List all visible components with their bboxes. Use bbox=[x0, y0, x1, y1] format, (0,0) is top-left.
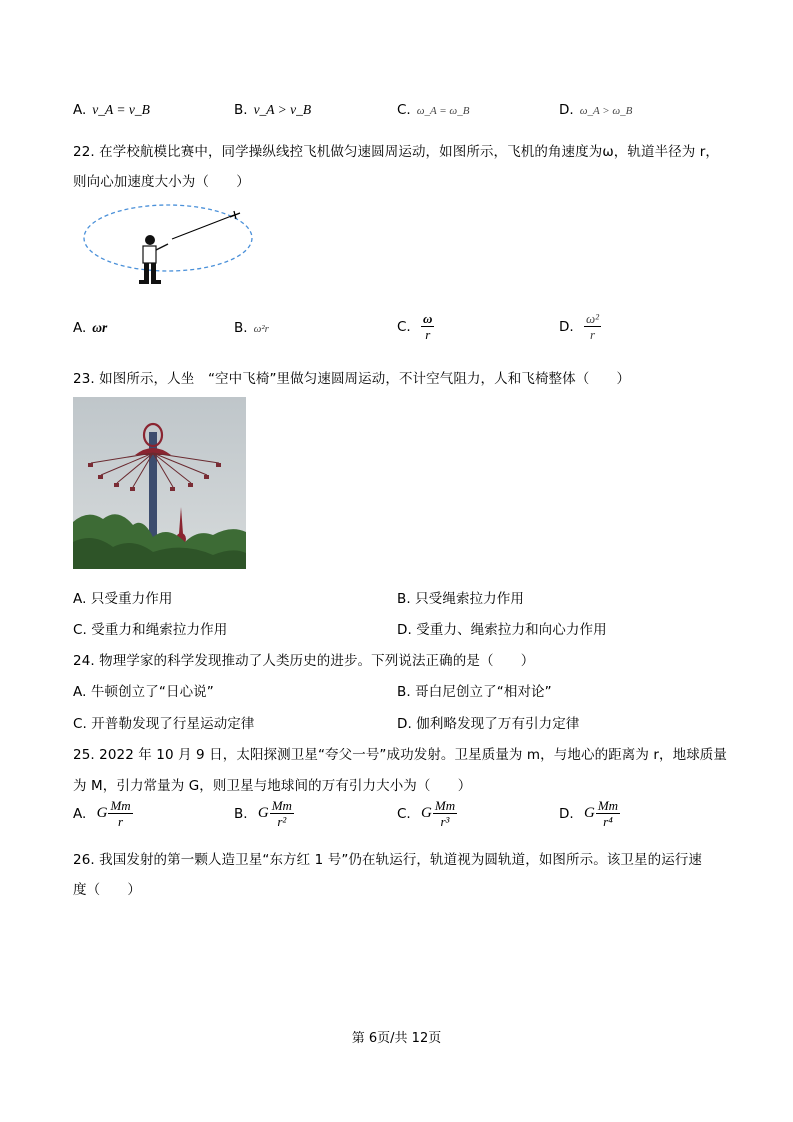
option-formula: v_A = v_B bbox=[92, 102, 150, 117]
orbit-ellipse bbox=[84, 205, 252, 271]
fraction-denominator: r bbox=[425, 327, 431, 342]
option-label: A. bbox=[73, 320, 87, 336]
option-label: D. bbox=[559, 805, 574, 822]
q22-stem-line2: 则向心加速度大小为（ ） bbox=[73, 174, 250, 190]
formula bbox=[97, 799, 133, 828]
fraction-numerator: Mm bbox=[597, 798, 619, 813]
plane-icon bbox=[230, 211, 240, 219]
q22-option-d bbox=[559, 312, 601, 341]
q24-option-b: B. 哥白尼创立了“相对论” bbox=[397, 684, 552, 700]
q26-stem-line1: 26. 我国发射的第一颗人造卫星“东方红 1 号”仍在轨运行，轨道视为圆轨道，如图所示。该卫星的运行速 bbox=[73, 852, 703, 868]
option-formula: ω_A = ω_B bbox=[416, 105, 470, 117]
q22-option-b bbox=[234, 320, 269, 336]
q22-stem-line1: 22. 在学校航模比赛中，同学操纵线控飞机做匀速圆周运动，如图所示，飞机的角速度为ω，轨道半径为 r， bbox=[73, 144, 720, 160]
q21-option-b bbox=[234, 102, 311, 118]
fraction-denominator: r³ bbox=[440, 814, 450, 829]
q22-option-c bbox=[397, 312, 434, 341]
q23-option-d: D. 受重力、绳索拉力和向心力作用 bbox=[397, 622, 607, 638]
q25-option-c bbox=[397, 799, 457, 828]
fraction-numerator: Mm bbox=[110, 798, 131, 813]
q26-stem-line2: 度（ ） bbox=[73, 882, 141, 898]
option-label: C. bbox=[397, 805, 411, 822]
fraction-denominator: r bbox=[118, 814, 124, 829]
fraction-denominator: r⁴ bbox=[603, 814, 613, 829]
q24-stem: 24. 物理学家的科学发现推动了人类历史的进步。下列说法正确的是（ ） bbox=[73, 653, 535, 669]
q24-option-c: C. 开普勒发现了行星运动定律 bbox=[73, 716, 255, 732]
formula bbox=[584, 799, 620, 828]
fraction bbox=[421, 312, 434, 341]
person-icon bbox=[139, 235, 168, 284]
option-label: B. bbox=[234, 320, 248, 336]
q21-option-c bbox=[397, 102, 469, 118]
option-formula: ω²r bbox=[253, 323, 269, 335]
option-label: A. bbox=[73, 102, 87, 118]
q24-option-a: A. 牛顿创立了“日心说” bbox=[73, 684, 214, 700]
fraction bbox=[584, 312, 601, 341]
q21-option-a bbox=[73, 102, 150, 118]
formula bbox=[421, 799, 457, 828]
q23-option-b: B. 只受绳索拉力作用 bbox=[397, 591, 524, 607]
fraction-numerator: Mm bbox=[434, 798, 456, 813]
fraction-denominator: r² bbox=[277, 814, 287, 829]
q22-option-a bbox=[73, 320, 107, 336]
formula bbox=[258, 799, 294, 828]
option-label: B. bbox=[234, 805, 248, 822]
q25-stem-line2: 为 M，引力常量为 G，则卫星与地球间的万有引力大小为（ ） bbox=[73, 778, 472, 794]
fraction-denominator: r bbox=[589, 327, 596, 342]
q23-stem: 23. 如图所示，人坐 “空中飞椅”里做匀速圆周运动，不计空气阻力，人和飞椅整体（ ） bbox=[73, 371, 631, 387]
q21-option-d bbox=[559, 102, 632, 118]
q22-orbit-figure bbox=[80, 202, 260, 294]
q23-option-c: C. 受重力和绳索拉力作用 bbox=[73, 622, 228, 638]
formula-constant: G bbox=[583, 805, 595, 821]
formula-constant: G bbox=[257, 805, 269, 821]
q25-option-d bbox=[559, 799, 620, 828]
q25-stem-line1: 25. 2022 年 10 月 9 日，太阳探测卫星“夸父一号”成功发射。卫星质量为 m，与地心的距离为 r，地球质量 bbox=[73, 747, 728, 763]
fraction-numerator: Mm bbox=[271, 798, 292, 813]
option-label: A. bbox=[73, 805, 87, 822]
control-line bbox=[172, 215, 234, 239]
q23-option-a: A. 只受重力作用 bbox=[73, 591, 173, 607]
option-label: C. bbox=[397, 318, 411, 335]
fraction-numerator: ω bbox=[423, 311, 433, 326]
option-label: C. bbox=[397, 102, 411, 118]
option-formula: ω_A > ω_B bbox=[579, 105, 633, 117]
formula-constant: G bbox=[421, 805, 432, 821]
q23-swing-ride-photo bbox=[73, 397, 246, 569]
formula-constant: G bbox=[96, 805, 108, 821]
option-formula: v_A > v_B bbox=[253, 102, 312, 117]
fraction-numerator: ω² bbox=[585, 311, 600, 326]
option-label: B. bbox=[234, 102, 248, 118]
q25-option-a bbox=[73, 799, 133, 828]
q24-option-d: D. 伽利略发现了万有引力定律 bbox=[397, 716, 580, 732]
option-formula: ωr bbox=[92, 320, 108, 335]
page-number-footer: 第 6页/共 12页 bbox=[351, 1031, 442, 1046]
q25-option-b bbox=[234, 799, 294, 828]
option-label: D. bbox=[559, 318, 574, 335]
option-label: D. bbox=[559, 102, 574, 118]
